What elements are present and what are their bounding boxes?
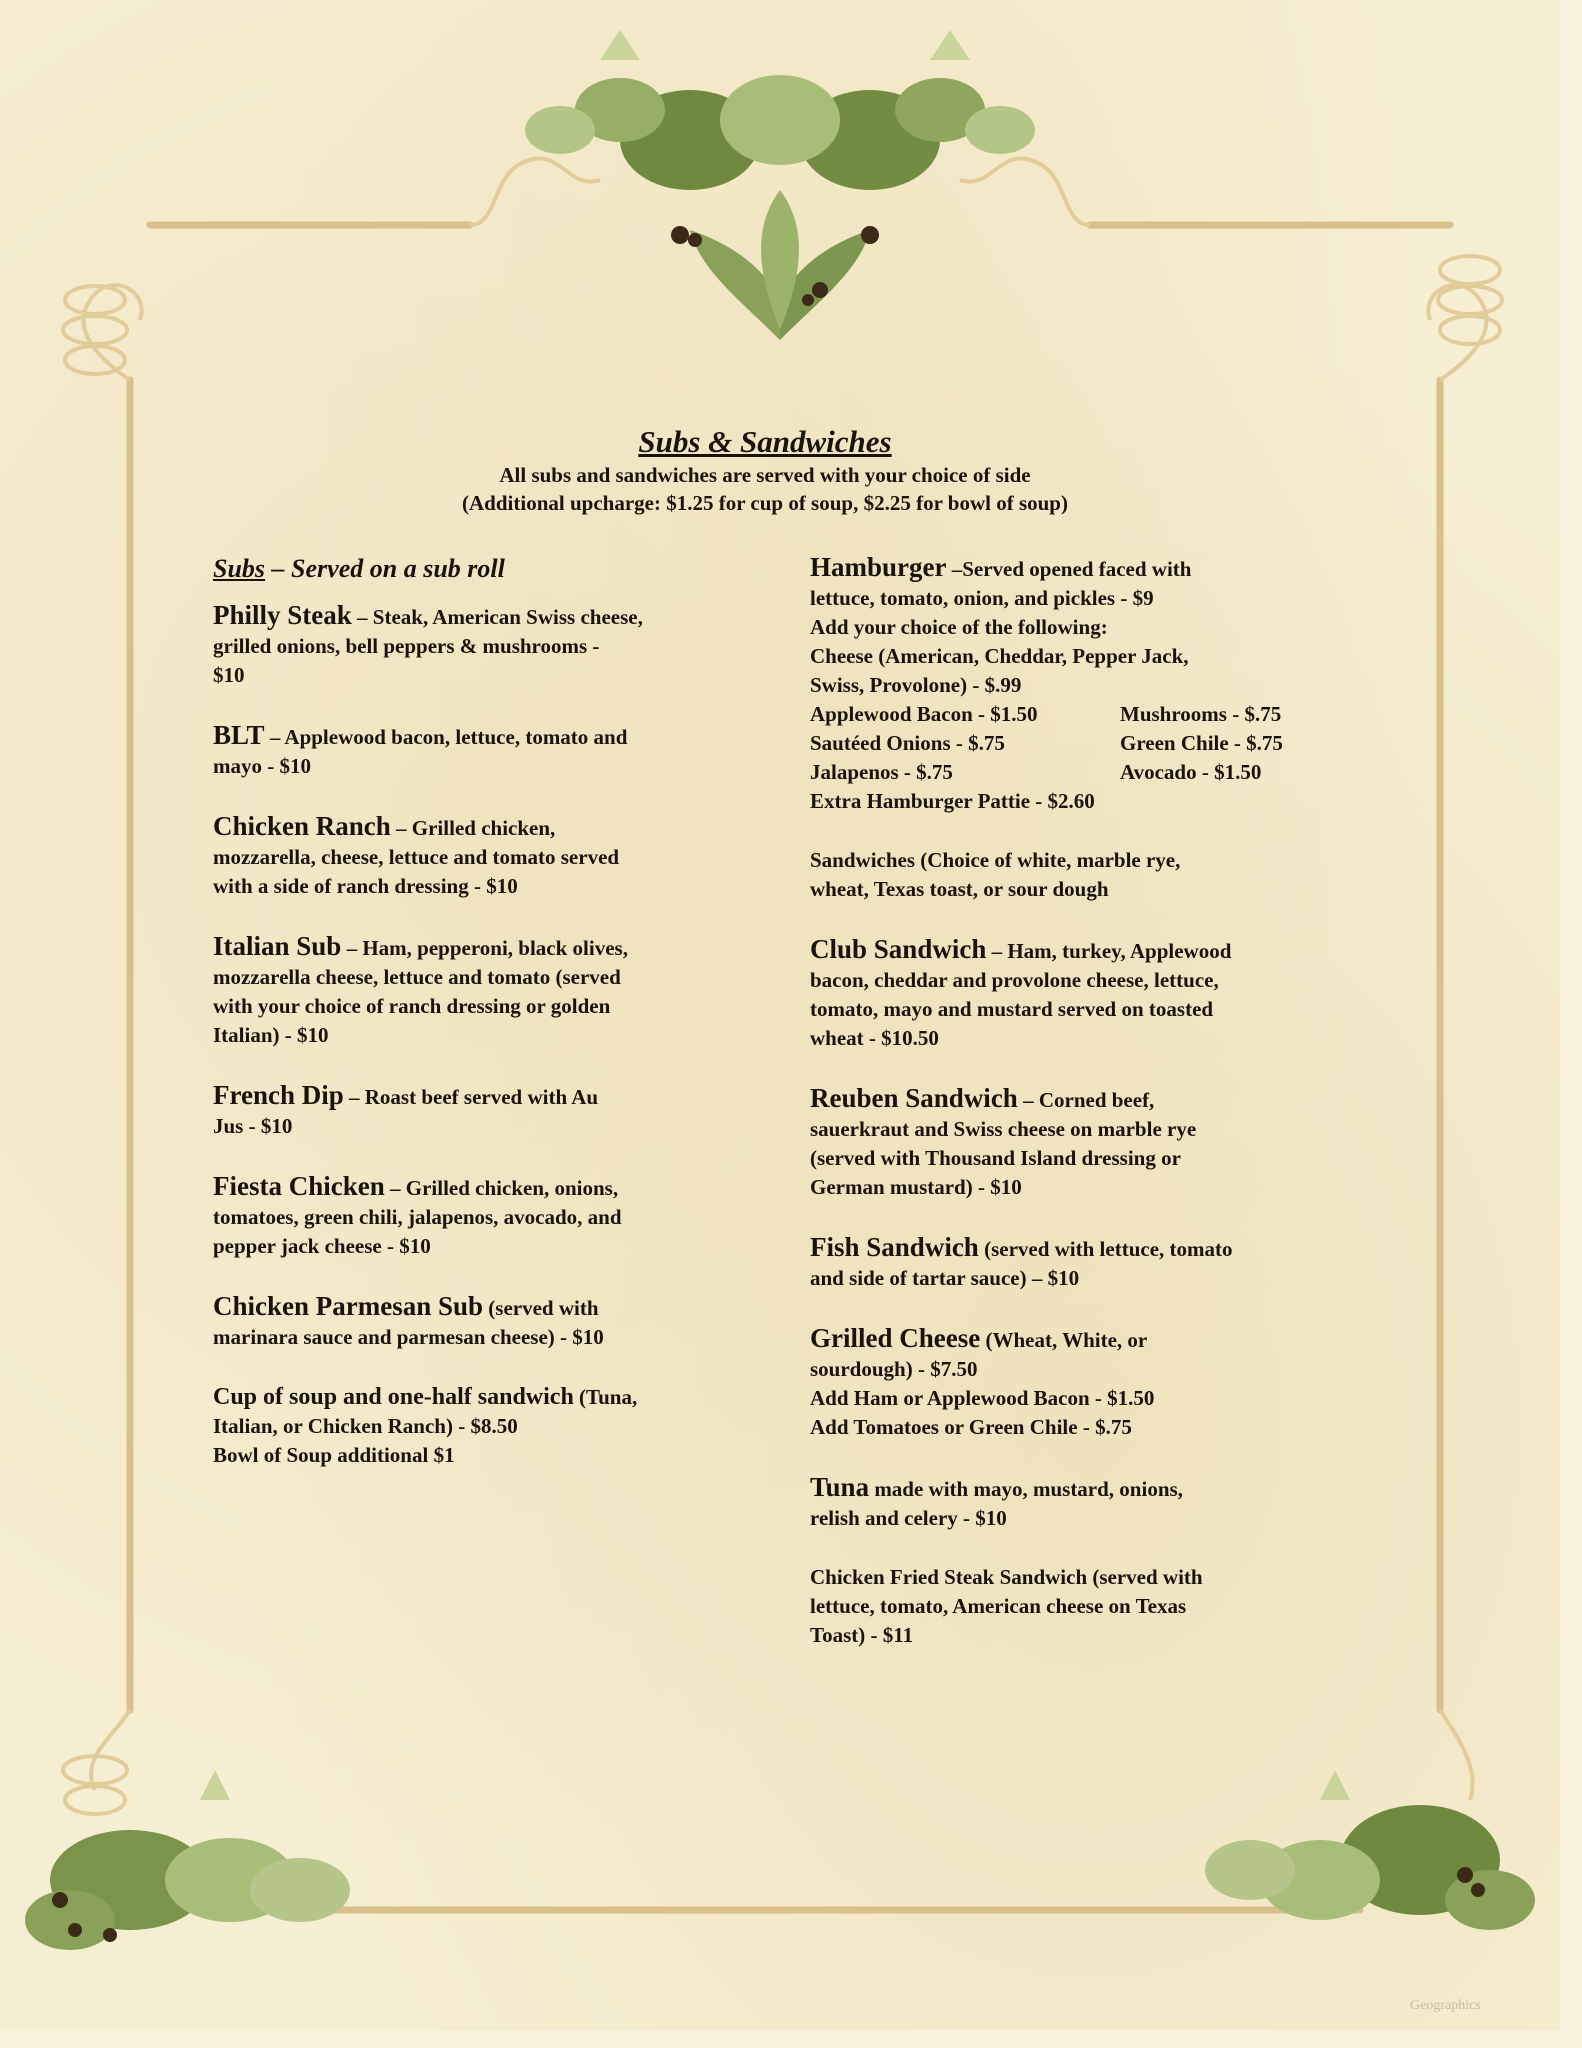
menu-item-line: marinara sauce and parmesan cheese) - $10	[213, 1325, 604, 1349]
menu-item-desc: – Applewood bacon, lettuce, tomato and	[264, 725, 628, 749]
addon-option: Jalapenos - $.75	[810, 760, 953, 784]
menu-item-line: Toast) - $11	[810, 1623, 914, 1647]
menu-item-name: Grilled Cheese	[810, 1323, 981, 1353]
menu-item-line: Italian, or Chicken Ranch) - $8.50	[213, 1414, 518, 1438]
menu-item-line: and side of tartar sauce) – $10	[810, 1266, 1080, 1290]
menu-item-line: $10	[213, 663, 245, 687]
menu-item-name: Philly Steak	[213, 600, 352, 630]
menu-item-name: Tuna	[810, 1472, 870, 1502]
subtitle-upcharge-note: (Additional upcharge: $1.25 for cup of soup, $2.25 for bowl of soup)	[462, 491, 1068, 515]
menu-item-line: German mustard) - $10	[810, 1175, 1022, 1199]
menu-item-desc: – Grilled chicken, onions,	[384, 1176, 619, 1200]
menu-item-desc: – Steak, American Swiss cheese,	[351, 605, 643, 629]
page-title: Subs & Sandwiches	[638, 424, 892, 459]
menu-item-line: Bowl of Soup additional $1	[213, 1443, 455, 1467]
menu-item-desc: – Grilled chicken,	[390, 816, 556, 840]
sandwiches-bread-note	[810, 846, 1330, 904]
menu-item-line: pepper jack cheese - $10	[213, 1234, 431, 1258]
menu-item-philly-steak	[213, 600, 753, 690]
menu-item-desc: – Ham, turkey, Applewood	[986, 939, 1232, 963]
menu-item-line: tomato, mayo and mustard served on toasted	[810, 997, 1214, 1021]
menu-item-line: sauerkraut and Swiss cheese on marble rye	[810, 1117, 1197, 1141]
menu-item-name: Fiesta Chicken	[213, 1171, 385, 1201]
menu-item-line: lettuce, tomato, American cheese on Texas	[810, 1594, 1187, 1618]
menu-item-line: Italian) - $10	[213, 1023, 329, 1047]
menu-item-line: Jus - $10	[213, 1114, 293, 1138]
menu-item-desc: made with mayo, mustard, onions,	[869, 1477, 1183, 1501]
menu-item-line: lettuce, tomato, onion, and pickles - $9	[810, 586, 1154, 610]
menu-item-french-dip	[213, 1080, 753, 1141]
menu-item-name: Hamburger	[810, 552, 947, 582]
menu-item-name: Cup of soup and one-half sandwich	[213, 1384, 574, 1410]
menu-item-desc: (served with lettuce, tomato	[978, 1237, 1233, 1261]
menu-item-hamburger	[810, 552, 1330, 816]
subs-heading-note: – Served on a sub roll	[265, 554, 505, 583]
menu-item-soup-and-half-sandwich	[213, 1382, 753, 1470]
menu-item-line: sourdough) - $7.50	[810, 1357, 978, 1381]
addon-option: Avocado - $1.50	[1120, 760, 1262, 784]
menu-item-name: Reuben Sandwich	[810, 1083, 1018, 1113]
menu-item-chicken-fried-steak-sandwich	[810, 1563, 1330, 1650]
menu-item-name: Fish Sandwich	[810, 1232, 979, 1262]
menu-item-desc: –Served opened faced with	[946, 557, 1192, 581]
menu-item-desc: (Tuna,	[573, 1385, 638, 1409]
menu-item-line: with your choice of ranch dressing or golden	[213, 994, 611, 1018]
menu-item-italian-sub	[213, 931, 753, 1050]
menu-item-line: grilled onions, bell peppers & mushrooms -	[213, 634, 600, 658]
menu-item-chicken-ranch	[213, 811, 753, 901]
addon-row	[810, 700, 1330, 729]
menu-item-line: mozzarella cheese, lettuce and tomato (served	[213, 965, 621, 989]
menu-item-line: tomatoes, green chili, jalapenos, avocado, and	[213, 1205, 622, 1229]
menu-item-name: Club Sandwich	[810, 934, 987, 964]
subs-heading-label: Subs	[213, 554, 266, 583]
menu-item-line: Cheese (American, Cheddar, Pepper Jack,	[810, 644, 1189, 668]
menu-item-line: Swiss, Provolone) - $.99	[810, 673, 1022, 697]
menu-item-desc: – Ham, pepperoni, black olives,	[341, 936, 628, 960]
menu-item-chicken-parmesan-sub	[213, 1291, 753, 1352]
menu-item-name: Chicken Parmesan Sub	[213, 1291, 484, 1321]
menu-item-club-sandwich	[810, 934, 1330, 1053]
menu-item-grilled-cheese	[810, 1323, 1330, 1442]
menu-item-line: Add Ham or Applewood Bacon - $1.50	[810, 1386, 1155, 1410]
menu-item-line: bacon, cheddar and provolone cheese, lettuce,	[810, 968, 1219, 992]
addon-option: Green Chile - $.75	[1120, 731, 1283, 755]
menu-item-tuna	[810, 1472, 1330, 1533]
menu-item-fiesta-chicken	[213, 1171, 753, 1261]
addon-extra-pattie: Extra Hamburger Pattie - $2.60	[810, 789, 1095, 813]
menu-item-line: wheat - $10.50	[810, 1026, 939, 1050]
menu-item-desc: – Corned beef,	[1017, 1088, 1155, 1112]
menu-item-desc: – Roast beef served with Au	[343, 1085, 599, 1109]
subs-section-heading	[213, 552, 753, 586]
menu-item-line: Add Tomatoes or Green Chile - $.75	[810, 1415, 1132, 1439]
menu-item-line: Add your choice of the following:	[810, 615, 1108, 639]
menu-item-line: with a side of ranch dressing - $10	[213, 874, 518, 898]
menu-item-desc: (Wheat, White, or	[980, 1328, 1148, 1352]
addon-row	[810, 729, 1330, 758]
bread-note-line: Sandwiches (Choice of white, marble rye,	[810, 848, 1181, 872]
menu-item-line: mayo - $10	[213, 754, 311, 778]
bread-note-line: wheat, Texas toast, or sour dough	[810, 877, 1109, 901]
addon-option: Mushrooms - $.75	[1120, 702, 1282, 726]
menu-item-name: Chicken Ranch	[213, 811, 391, 841]
menu-item-reuben-sandwich	[810, 1083, 1330, 1202]
menu-item-name: Italian Sub	[213, 931, 342, 961]
menu-item-desc: Chicken Fried Steak Sandwich (served with	[810, 1565, 1203, 1589]
subtitle-side-note: All subs and sandwiches are served with your choice of side	[499, 463, 1031, 487]
menu-item-line: (served with Thousand Island dressing or	[810, 1146, 1181, 1170]
menu-item-desc: (served with	[483, 1296, 599, 1320]
menu-item-name: BLT	[213, 720, 265, 750]
menu-item-name: French Dip	[213, 1080, 344, 1110]
menu-item-blt	[213, 720, 753, 781]
addon-option: Sautéed Onions - $.75	[810, 731, 1005, 755]
sandwiches-column	[810, 552, 1330, 1680]
addon-row	[810, 758, 1330, 787]
menu-item-line: relish and celery - $10	[810, 1506, 1007, 1530]
menu-item-fish-sandwich	[810, 1232, 1330, 1293]
watermark: Geographics	[1410, 1998, 1481, 2013]
menu-item-line: mozzarella, cheese, lettuce and tomato served	[213, 845, 620, 869]
subs-column	[213, 552, 753, 1500]
addon-option: Applewood Bacon - $1.50	[810, 702, 1038, 726]
